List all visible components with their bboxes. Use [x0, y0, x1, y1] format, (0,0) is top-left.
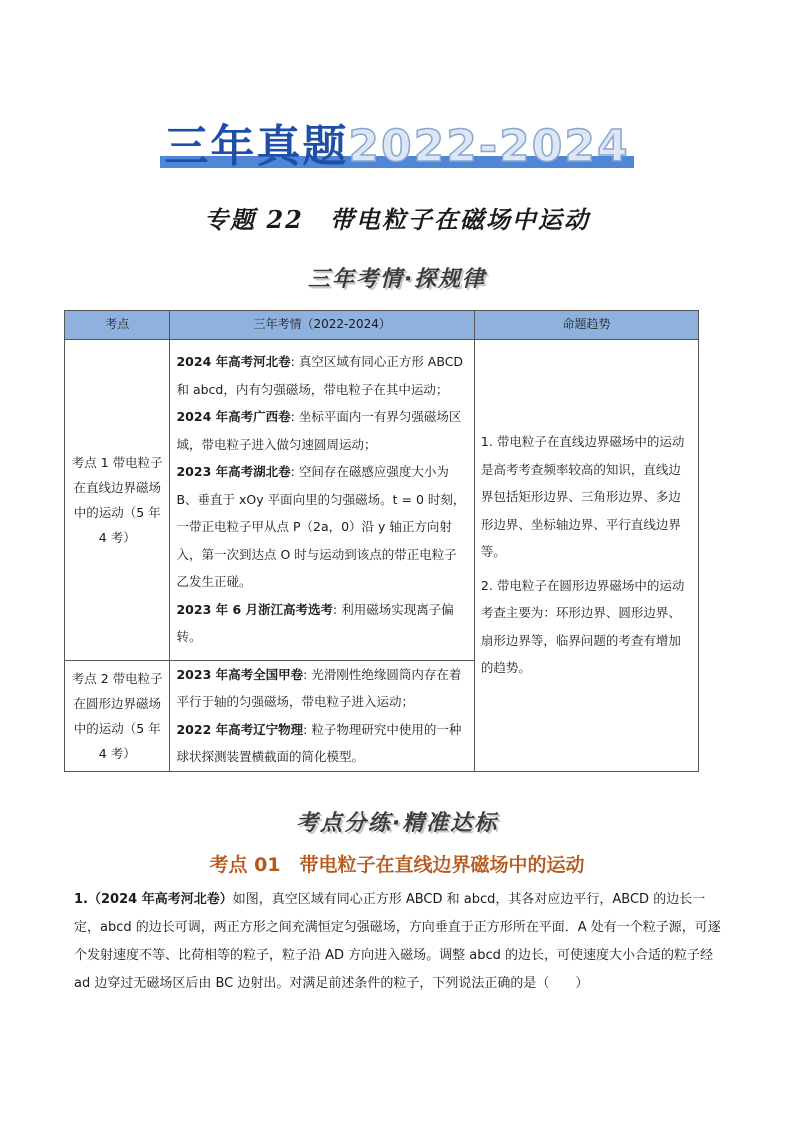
history-item: 2023 年 6 月浙江高考选考: 利用磁场实现离子偏转。 [176, 601, 454, 645]
table-header-history: 三年考情（2022-2024） [170, 311, 474, 340]
table-row [65, 339, 699, 660]
trend-item: 2. 带电粒子在圆形边界磁场中的运动考查主要为：环形边界、圆形边界、扇形边界等，临界问题的考查有增加的趋势。 [480, 577, 685, 676]
table-header-trend: 命题趋势 [474, 311, 698, 340]
question-text: 如图，真空区域有同心正方形 ABCD 和 abcd，其各对应边平行，ABCD 的边长一定，abcd 的边长可调，两正方形之间充满恒定匀强磁场，方向垂直于正方形所在平面．A 处有一个粒子源，可逐个发射速度不等、比荷相等的粒子，粒子沿 AD 方向进入磁场。调整 abcd 的边长，可使速度大小合适的粒子经 ad 边穿过无磁场区后由 BC 边射出。对满足前述条件的粒子，下列说法正确的是（ ） [74, 892, 721, 991]
banner-cn-text: 三年真题 [164, 121, 349, 172]
table-header-row [65, 311, 699, 340]
section-pill-overview [0, 262, 794, 293]
section-pill-practice [0, 806, 794, 837]
history-item: 2024 年高考河北卷: 真空区域有同心正方形 ABCD 和 abcd，内有匀强磁场，带电粒子在其中运动； [176, 354, 464, 397]
topic-cell: 考点 2 带电粒子在圆形边界磁场中的运动（5 年 4 考） [65, 660, 170, 771]
history-item: 2022 年高考辽宁物理: 粒子物理研究中使用的一种球状探测装置横截面的简化模型。 [176, 721, 462, 764]
banner-heading [0, 118, 794, 176]
history-cell [170, 660, 474, 771]
exam-overview-table [64, 310, 699, 772]
history-item: 2023 年高考湖北卷: 空间存在磁感应强度大小为 B、垂直于 xOy 平面向里的匀强磁场。t = 0 时刻，一带正电粒子甲从点 P（2a，0）沿 y 轴正方向射入，第一次到达点 O 时与运动到该点的带正电粒子乙发生正碰。 [176, 464, 466, 590]
question-1 [74, 886, 724, 998]
banner-years-text: 2022-2024 [348, 121, 630, 172]
title-banner [0, 118, 794, 178]
table-header-topic: 考点 [65, 311, 170, 340]
section-pill-practice-label: 考点分练·精准达标 [295, 811, 499, 836]
trend-item: 1. 带电粒子在直线边界磁场中的运动是高考考查频率较高的知识，直线边界包括矩形边界、三角形边界、多边形边界、坐标轴边界、平行直线边界等。 [480, 434, 685, 560]
history-item: 2024 年高考广西卷: 坐标平面内一有界匀强磁场区域，带电粒子进入做匀速圆周运动； [176, 409, 462, 452]
subject-title: 专题 22 带电粒子在磁场中运动 [204, 205, 590, 234]
history-item: 2023 年高考全国甲卷: 光滑刚性绝缘圆筒内存在着平行于轴的匀强磁场，带电粒子进入运动； [176, 666, 462, 709]
section-title: 考点 01 带电粒子在直线边界磁场中的运动 [209, 854, 585, 876]
trend-cell [474, 339, 698, 771]
question-number: 1. [74, 892, 88, 907]
topic-cell: 考点 1 带电粒子在直线边界磁场中的运动（5 年 4 考） [65, 339, 170, 660]
question-source: （2024 年高考河北卷） [87, 892, 233, 907]
history-cell [170, 339, 474, 660]
section-pill-overview-label: 三年考情·探规律 [307, 267, 487, 292]
